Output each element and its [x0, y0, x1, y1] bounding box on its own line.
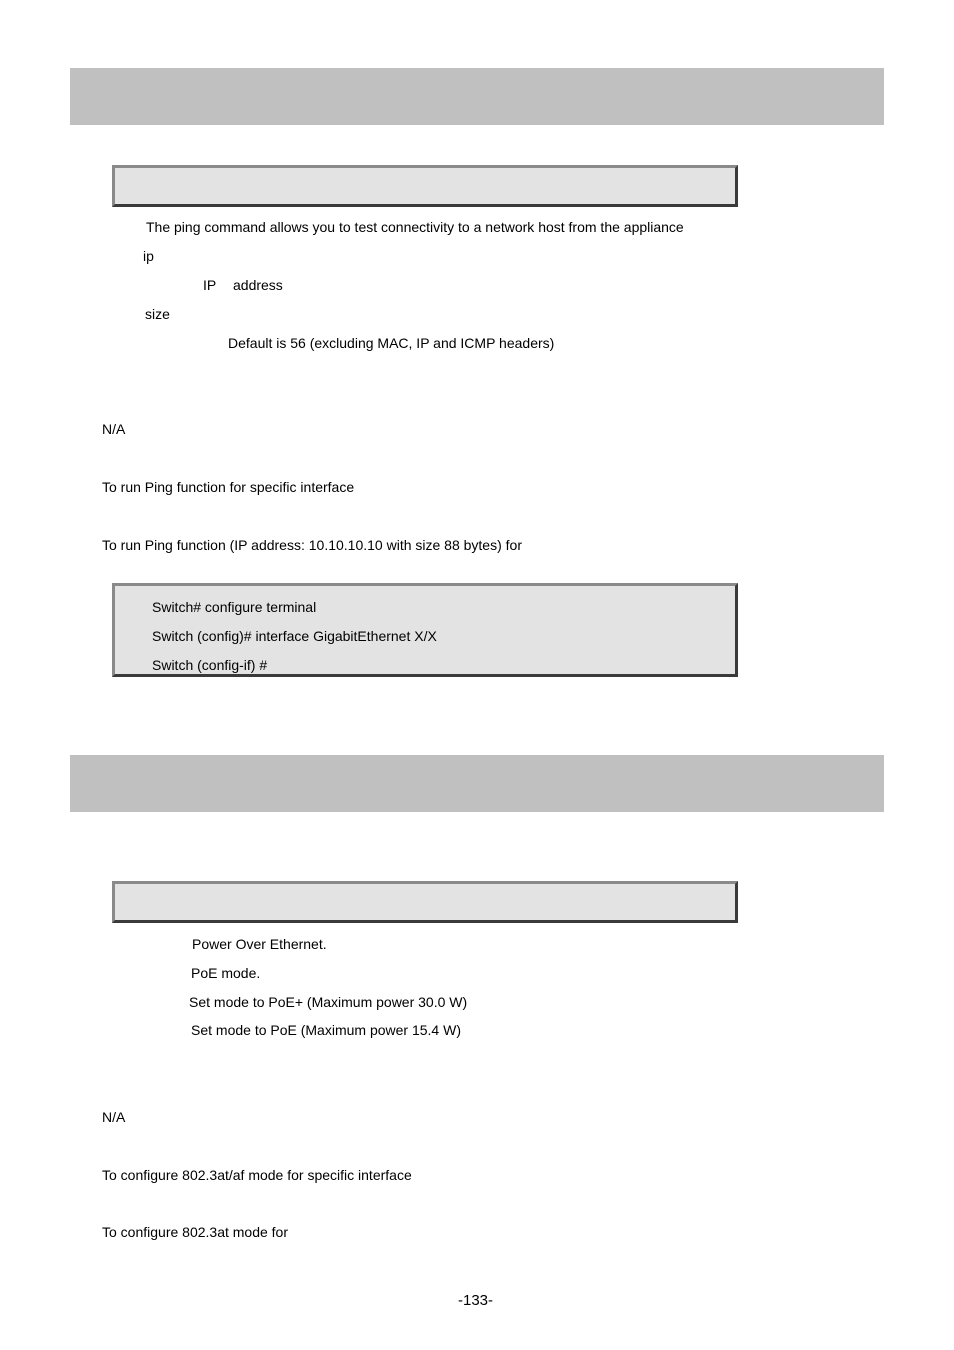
ping-default: N/A: [102, 421, 126, 437]
code-line: Switch (config-if) #: [152, 657, 268, 673]
poe-mode-desc: To configure 802.3at/af mode for specific interface: [102, 1167, 412, 1183]
ping-example-desc: To run Ping function (IP address: 10.10.10.10 with size 88 bytes) for: [102, 537, 522, 553]
param-ip-desc-2: address: [233, 277, 283, 293]
code-line: Switch# configure terminal: [152, 599, 317, 615]
syntax-box-poe: [112, 881, 738, 923]
poe-param-desc: Set mode to PoE+ (Maximum power 30.0 W): [189, 994, 468, 1010]
poe-example-desc: To configure 802.3at mode for: [102, 1224, 289, 1240]
code-line: Switch (config)# interface GigabitEthernet X/X: [152, 628, 437, 644]
section-header-poe: [70, 755, 884, 812]
param-size: size: [145, 306, 170, 322]
poe-param-desc: Power Over Ethernet.: [192, 936, 327, 952]
ping-mode-desc: To run Ping function for specific interface: [102, 479, 355, 495]
param-ip-desc-1: IP: [203, 277, 217, 293]
section-header-ping: [70, 68, 884, 125]
param-ip: ip: [143, 248, 154, 264]
poe-param-desc: PoE mode.: [191, 965, 261, 981]
poe-default: N/A: [102, 1109, 126, 1125]
syntax-box-ping: [112, 165, 738, 207]
ping-description: The ping command allows you to test connectivity to a network host from the appliance: [146, 219, 684, 235]
poe-param-desc: Set mode to PoE (Maximum power 15.4 W): [191, 1022, 461, 1038]
page-number: -133-: [458, 1292, 494, 1309]
param-size-desc: Default is 56 (excluding MAC, IP and ICMP headers): [228, 335, 555, 351]
